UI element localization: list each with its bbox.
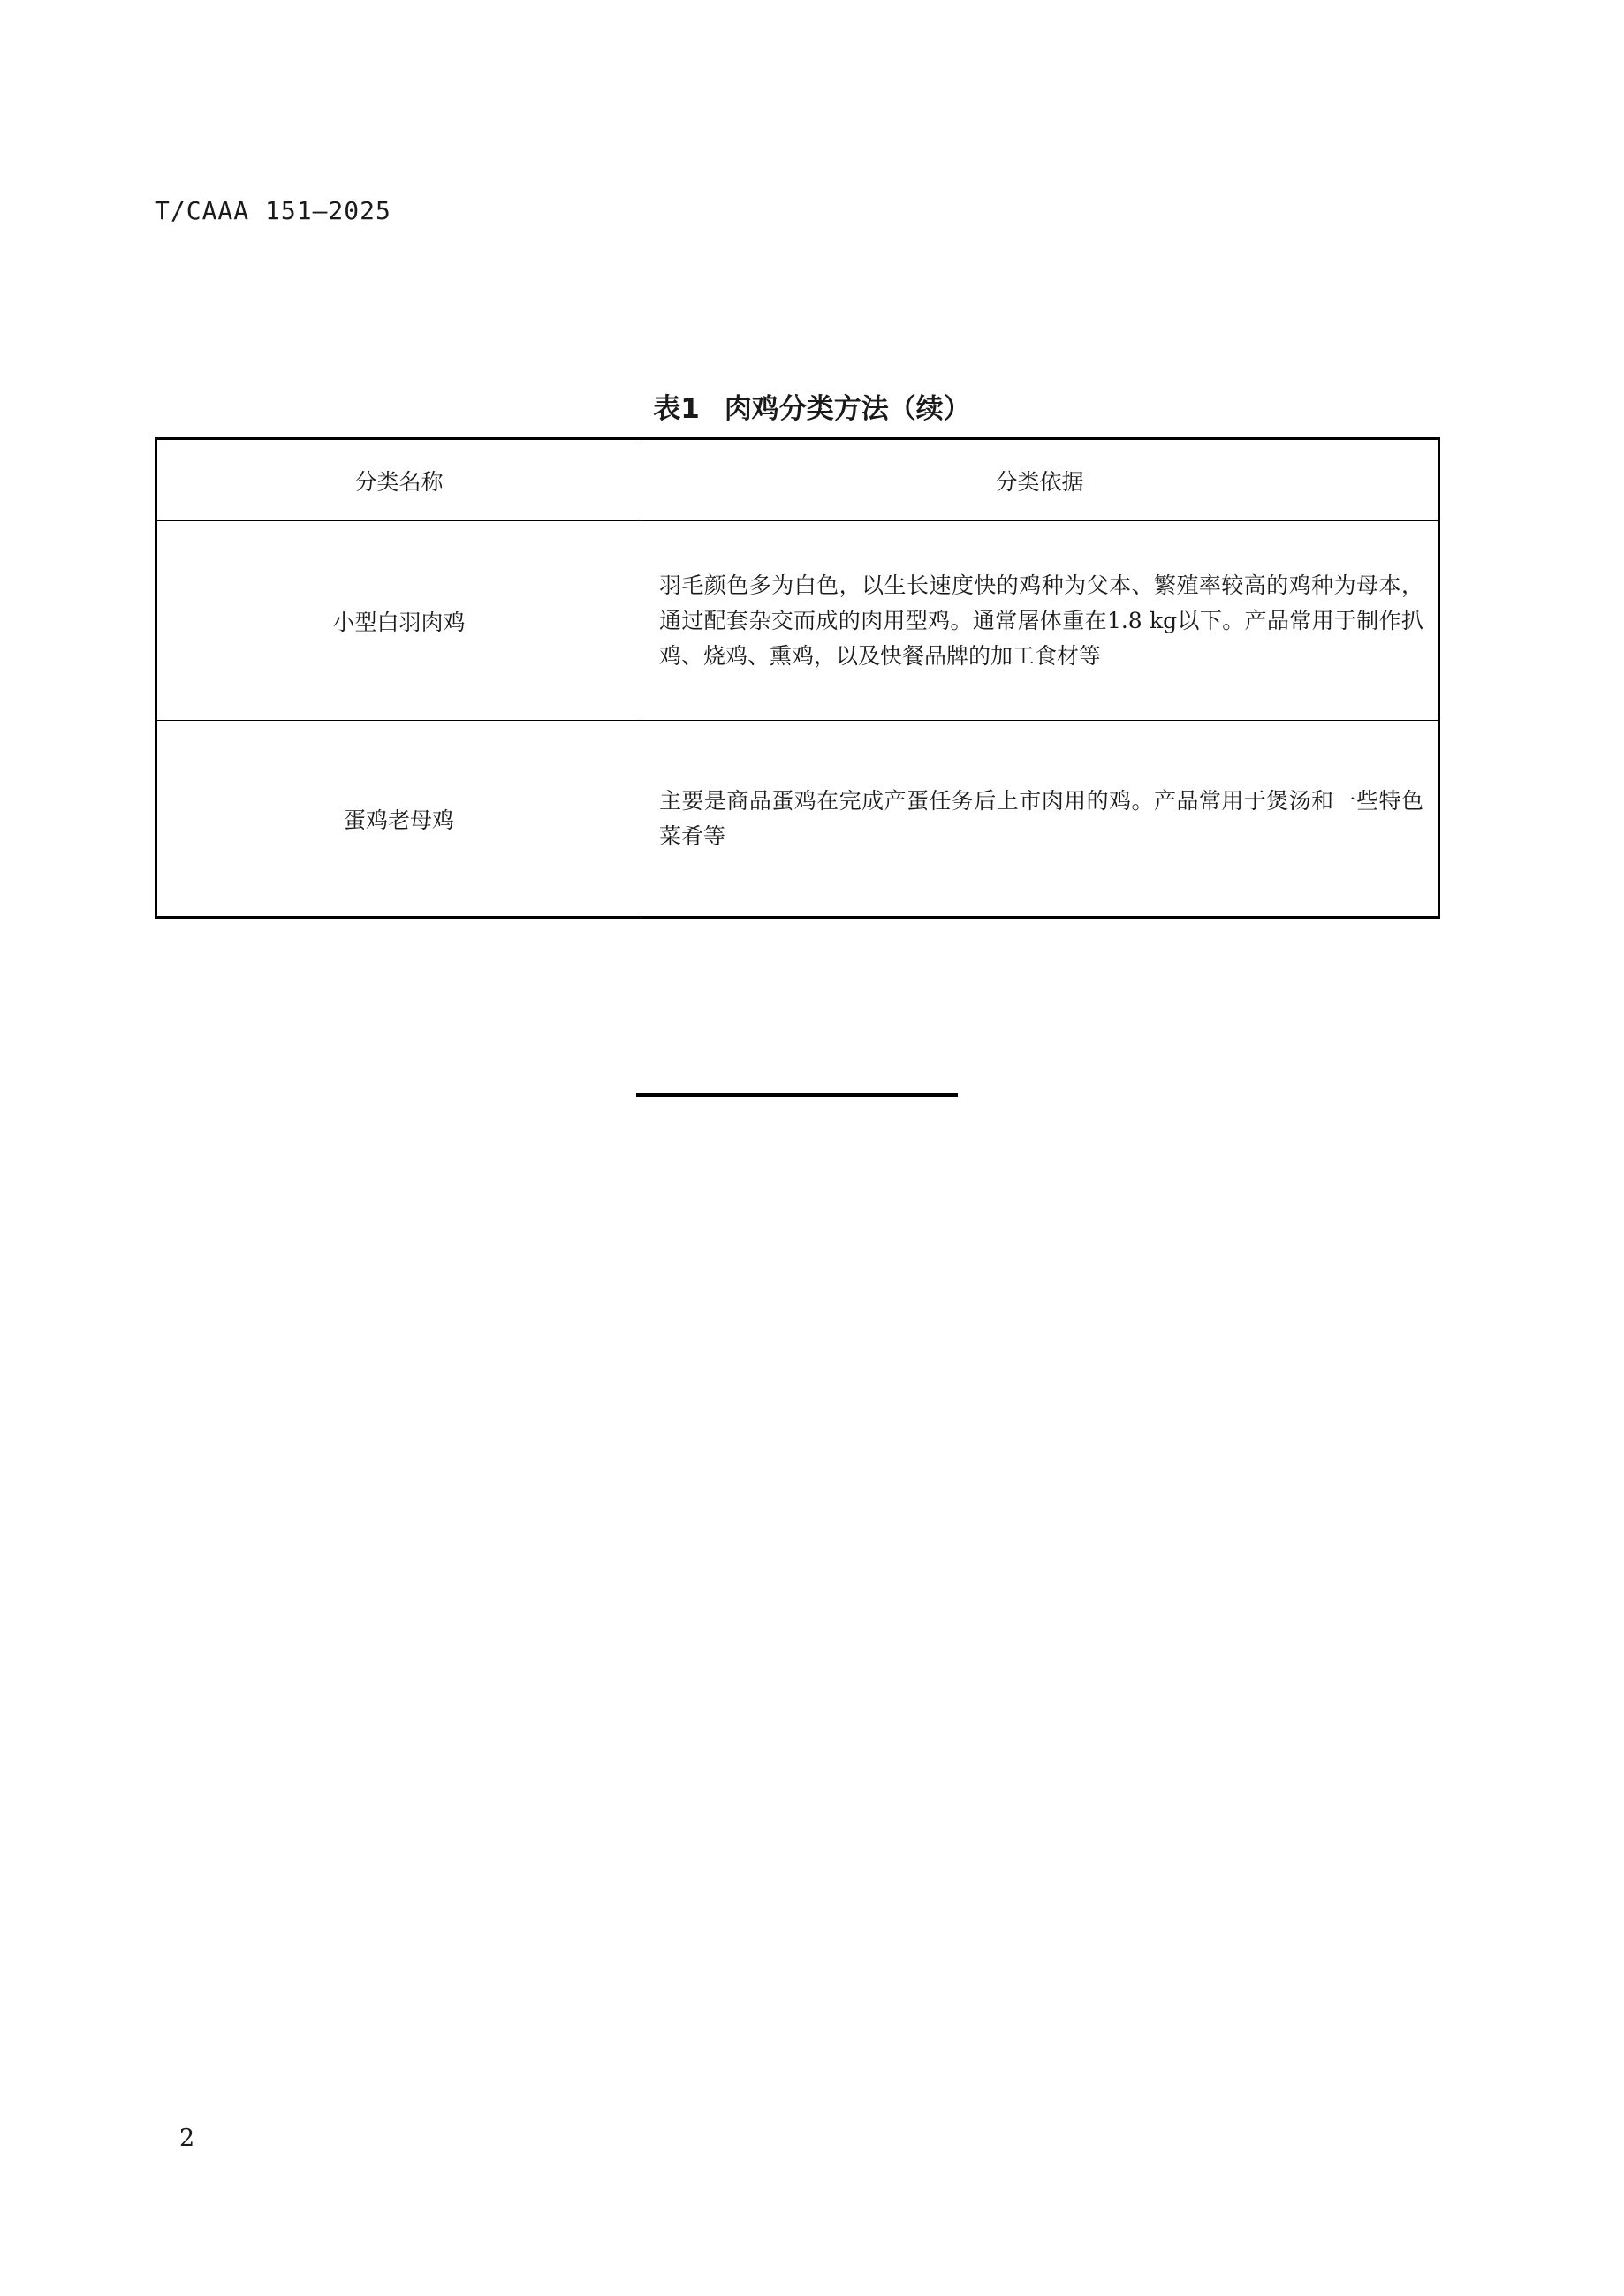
category-basis-cell: 主要是商品蛋鸡在完成产蛋任务后上市肉用的鸡。产品常用于煲汤和一些特色菜肴等 (641, 721, 1439, 918)
column-header-basis: 分类依据 (641, 439, 1439, 521)
category-name-cell: 蛋鸡老母鸡 (156, 721, 641, 918)
table-row (156, 521, 1439, 721)
page-number: 2 (179, 2125, 195, 2152)
table-caption-text: 肉鸡分类方法（续） (724, 393, 971, 425)
table-caption (0, 386, 1624, 426)
table-header-row (156, 439, 1439, 521)
category-basis-cell: 羽毛颜色多为白色，以生长速度快的鸡种为父本、繁殖率较高的鸡种为母本，通过配套杂交而成的肉用型鸡。通常屠体重在1.8 kg以下。产品常用于制作扒鸡、烧鸡、熏鸡，以及快餐品牌的加工食材等 (641, 521, 1439, 721)
column-header-name: 分类名称 (156, 439, 641, 521)
end-of-document-rule (636, 1093, 958, 1097)
classification-table (155, 437, 1440, 919)
table-caption-number: 表1 (653, 393, 700, 425)
table-row (156, 721, 1439, 918)
document-code: T/CAAA 151—2025 (155, 196, 391, 225)
category-name-cell: 小型白羽肉鸡 (156, 521, 641, 721)
